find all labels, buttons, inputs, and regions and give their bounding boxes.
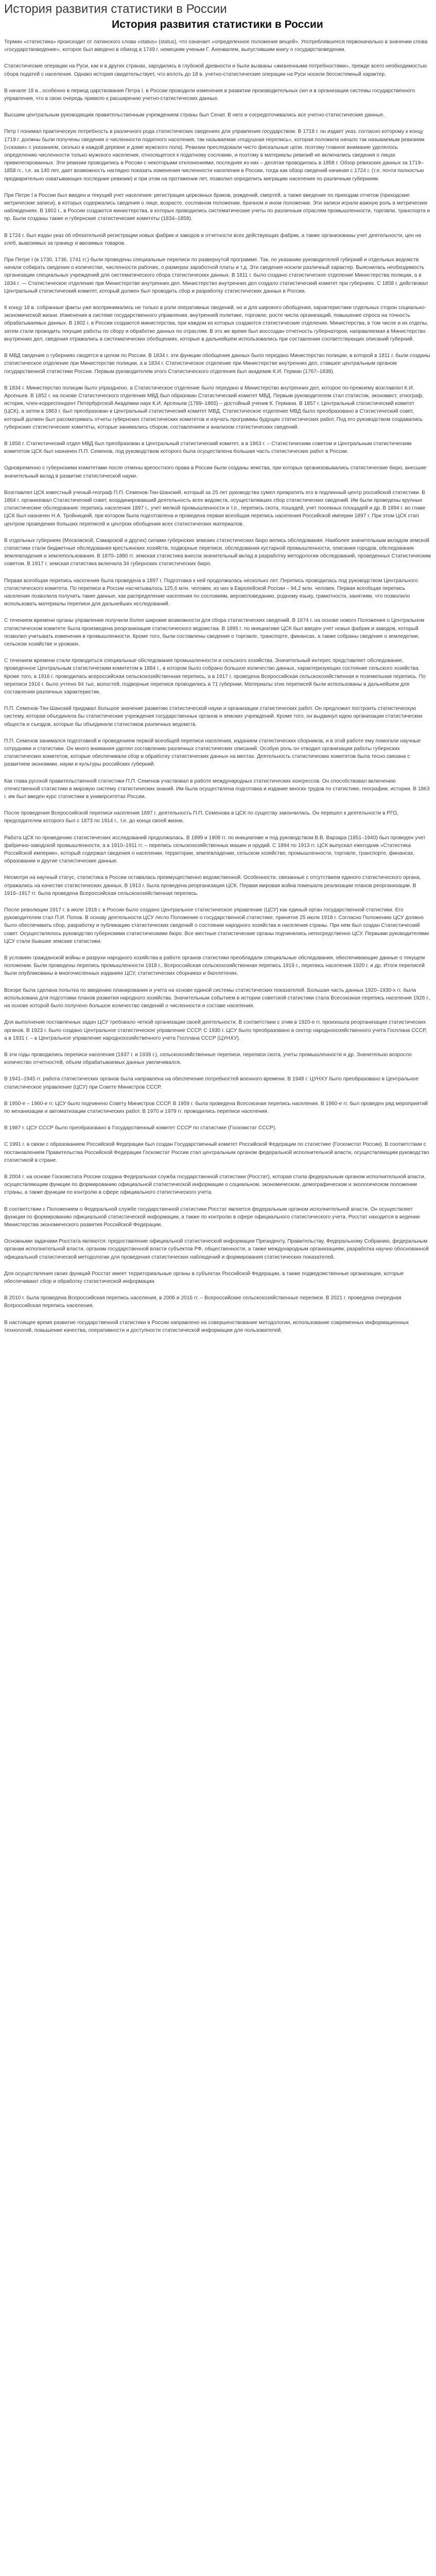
- paragraph: С течением времени стали проводиться специальные обследования промышленности и сельского хозяйства. Значительный интерес представляет обследование, проведенное Центральным статистическим комитетом в 1884 г., в котором было собрано большое количество данных, характеризующих состояние сельского хозяйства. Кроме того, в 1916 г. проводилась всероссийская сельскохозяйственная перепись, а в 1917 г. проведена Всероссийская сельскохозяйственная и поземельная перепись. По переписи 1916 г. было учтено 94 тыс. волостей, подворные переписи проводились в 71 губернии. Материалы этих переписей были использованы в дальнейшем для составления различных характеристик.: [4, 658, 426, 695]
- paragraph: В МВД сведения о губерниях сводятся в целом по России. В 1834 г. эти функции обобщения данных было передано Министерство полиции, в которой в 1811 г. были созданы статистическое отделение при Министерстве полиции, а в 1834 г. Статистическое отделение при Министерстве внутренних дел, ставшее центральным органом государственной статистики России. Первым руководителем этого Статистического отделения был академик К.И. Герман (1767–1838).: [4, 353, 430, 375]
- paragraph: В 2010 г. была проведена Всероссийская перепись населения, в 2006 и 2016 гг. – Всероссийские сельскохозяйственные переписи. В 2021 г. проведена очередная Всероссийская перепись населения.: [4, 1295, 402, 1309]
- paragraph: В условиях гражданской войны и разрухи народного хозяйства в работе органов статистики преобладали специальные обследования, обеспечивающие данные о текущем положении. Были проведены перепись промышленности 1918 г., Всероссийская сельскохозяйственная перепись 1919 г., перепись населения 1920 г. и др. Итоги переписей были опубликованы в многочисленных изданиях ЦСУ, статистических сборниках и бюллетенях.: [4, 955, 425, 977]
- paragraph: В 1950-е – 1960-е гг. ЦСУ было подчинено Совету Министров СССР. В 1959 г. была проведена Всесоюзная перепись населения. В 1960-е гг. был проведен ряд мероприятий по механизации и автоматизации статистических работ. В 1970 и 1979 гг. проводились переписи населения.: [4, 1100, 428, 1114]
- paragraph: П.П. Семенов-Тян-Шанский придавал большое значение развитию статистической науки и организации статистических работ. Он предложил построить статистическую систему, которая объединяла бы статистические учреждения государственных органов и земских учреждений. Кроме того, он выдвинул идею организации статистических обществ и съездов, которые бы объединяли статистиков различных ведомств.: [4, 706, 423, 727]
- paragraph: В 1858 г. Статистический отдел МВД был преобразован в Центральный статистический комитет, а в 1863 г. – Статистическим советом и Центральным статистическим комитетом ЦСК был назначен П.П. Семенов, под руководством которого была осуществлена большая часть статистических работ в России.: [4, 440, 412, 455]
- paragraph: В 1724 г. был издан указ об обязательной регистрации новых фабрик и заводов и отчетности всех действующих фабрик, а также организованы учет деятельности, цен на хлеб, вывозимых за границу и ввозимых товаров.: [4, 232, 422, 246]
- paragraph: После революции 1917 г. в июле 1918 г. в России было создано Центральное статистическое управление (ЦСУ) как единый орган государственной статистики. Его руководителем стал П.И. Попов. В основу деятельности ЦСУ легло Положение о государственной статистике, принятое 25 июля 1918 г. Согласно Положению ЦСУ должно было обеспечивать сбор, разработку и публикацию статистических сведений о состоянии народного хозяйства и населения страны. При нем был создан Статистический совет. Осуществлялось руководство губернскими статистическими бюро. Все местные статистические органы подчинялись непосредственно ЦСУ. Первыми руководителями ЦСУ стали бывшие земские статистики.: [4, 907, 429, 944]
- paragraph: В 1941–1945 гг. работа статистических органов была направлена на обеспечение потребностей военного времени. В 1948 г. ЦУНХУ было преобразовано в Центральное статистическое управление (ЦСУ) при Совете Министров СССР.: [4, 1076, 418, 1090]
- paragraph: Первая всеобщая перепись населения была проведена в 1897 г. Подготовка к ней продолжалась несколько лет. Перепись проводилась под руководством Центрального статистического комитета. По переписи в России насчитывалось 125,6 млн. человек, из них в Европейской России – 94,2 млн. человек. Первая всеобщая перепись населения позволила получить такие данные, как распределение населения по сословиям, вероисповеданию, родному языку, грамотности, занятиям, что позволило использовать материалы переписи для дальнейших исследований.: [4, 578, 418, 607]
- paragraph: Для осуществления своих функций Росстат имеет территориальные органы в субъектах Российской Федерации, а также подведомственные организации, которые обеспечивают сбор и обработку статистической информации.: [4, 1270, 404, 1284]
- paragraph: В настоящее время развитие государственной статистики в России направлено на совершенствование методологии, использование современных информационных технологий, повышение качества, оперативности и доступности статистической информации для пользователей.: [4, 1319, 409, 1333]
- document-heading: История развития статистики в России: [112, 19, 323, 30]
- paragraph: С 1991 г. в связи с образованием Российской Федерации был создан Государственный комитет Российской Федерации по статистике (Госкомстат России). В соответствии с постановлением Правительства Российской Федерации Госкомстат России стал центральным органом федеральной исполнительной власти, осуществляющим руководство статистикой в стране.: [4, 1142, 429, 1163]
- paragraph: После проведения Всероссийской переписи населения 1897 г. деятельность П.П. Семенова в ЦСК по существу закончилась. Он перешел к деятельности в РГО, председателем которого был с 1873 по 1914 г., т.е. до конца своей жизни.: [4, 810, 398, 824]
- paragraph: Для выполнения поставленных задач ЦСУ требовало четкой организации своей деятельности. В соответствии с этим в 1920-е гг. произошла реорганизация статистических органов. В 1923 г. было создано Центральное статистическое управление СССР. С 1930 г. ЦСУ было преобразовано в сектор народнохозяйственного учета Госплана СССР, а в 1931 г. – в Центральное управление народнохозяйственного учета Госплана СССР (ЦУНХУ).: [4, 1020, 427, 1041]
- paragraph: При Петре I в России был введен и текущий учет населения: регистрация церковных браков, рождений, смертей, а также введение по приходам отчетов (приходские метрические записи), в которых содержались сведения о лице, возрасте, сословном положении, брачном и ином положении. Эти записи играли важную роль в метрических наблюдениях. В 1802 г., в России создаются министерства, в которых проводились систематические учеты по различным отраслям промышленности, торговли, транспорта и пр. Были созданы также и губернские статистические комитеты (1834–1858).: [4, 192, 430, 222]
- paragraph: Основными задачами Росстата являются: предоставление официальной статистической информации Президенту, Правительству, Федеральному Собранию, федеральным органам исполнительной власти, органам государственной власти субъектов РФ, общественности, а также международным организациям; разработка научно обоснованной официальной статистической методологии для проведения статистических наблюдений и формирования статистических показателей.: [4, 1239, 429, 1260]
- paragraph: При Петре I (в 1730, 1736, 1741 гг.) были проведены специальные переписи по развернутой программе. Так, по указанию руководителей губерний и отдельных ведомств начали собирать сведения о количестве, численности рабочих, о размерах заработной платы и т.д. Эти сведения носили различный характер. Выяснилась необходимость организации специальных учреждений для систематического сбора статистических данных. В 1811 г. было создано статистическое отделение Министерства полиции, а в 1834 г. — Статистическое отделение при Министерстве внутренних дел. Министерство внутренних дел создало статистический комитет при губерниях. С 1858 г. действовал Центральный статистический комитет, который должен был проводить сбор и разработку статистических данных в России.: [4, 257, 428, 294]
- paragraph: Термин «статистика» происходит от латинского слова «status» (status), что означает «определенное положение вещей». Употреблявшееся первоначально в значении слова «государствоведение», которое был введено в обиход в 1749 г. немецким ученым Г. Ахенвалем, выпустившим книгу о государствоведении.: [4, 39, 428, 53]
- paragraph: Как глава русской правительственной статистики П.П. Семенов участвовал в работе международных статистических конгрессов. Он способствовал включению отечественной статистики в мировую систему статистических знаний. Им была осуществлена подготовка и издание многих трудов по статистике, географии, истории. В 1863 г. им был введен курс статистики в университетах России.: [4, 778, 430, 800]
- paragraph: С течением времени органы управления получили более широкие возможности для сбора статистических сведений. В 1874 г. на основе нового Положения о Центральном статистическом комитете была произведена реорганизация статистического ведомства. В 1895 г. по инициативе ЦСК был введен учет новых фабрик и заводов, который позволил учитывать изменения в промышленности. Кроме того, были составлены сведения о торговле, транспорте, финансах, а также собраны сведения о земледелии, сельском хозяйстве и урожаях.: [4, 618, 425, 647]
- paragraph: Петр I понимал практическую потребность в различного рода статистических сведениях для управления государством. В 1718 г. он издает указ, согласно которому к концу 1719 г. должны были получены сведения о численности податного населения, так называемая «подушная перепись», которая положила начало так называемым ревизиям («сказки» с указанием, сколько в каждой деревне и доме мужского пола). Ревизии преследовали чисто фискальные цели, поэтому главное внимание уделялось определению численности только мужского населения, относящегося к податному сословию, и поэтому в материалы ревизий не включались сведения о лицах привилегированных. Эти ревизии проводились в России с некоторыми отклонениями, последняя из них – десятая проводилась в 1858 г. Обзор ревизских данных за 1719–1858 гг., т.е. за 140 лет, дает возможность наглядно показать изменения численности населения в России, тогда как обзор сведений начиная с 1724 г. (т.е. почти полностью предварительно охватывающих последние ревизии) и при этом на протяжении лет, позволил определить миграцию населения по различным губерниям.: [4, 129, 425, 182]
- paragraph: Статистические операции на Руси, как и в других странах, зародились в глубокой древности и были вызваны «жизненными потребностями», прежде всего необходимостью сбора податей с населения. Однако история свидетельствует, что вплоть до 18 в. учетно-статистические операции на Руси носили бессистемный характер.: [4, 63, 427, 77]
- paragraph: Возглавлял ЦСК известный ученый-географ П.П. Семенов-Тян-Шанский, который за 25 лет руководства сумел превратить его в подлинный центр российской статистики. В 1864 г. организовал Статистический совет, координировавший деятельность всех ведомств, осуществлявших сбор статистических сведений. Им были проведены крупные статистические обследования: перепись населения 1897 г., учет мелкой промышленности и т.п., перепись скота, лошадей, учет посевных площадей и др. В 1894 г. во главе ЦСК был назначен Н.А. Тройницкий, при котором была подготовлена и проведена первая всеобщая перепись населения Российской империи 1897 г. При этом ЦСК стал центром проведения больших переписей и центром обобщения всех статистических материалов.: [4, 489, 426, 527]
- paragraph: В 1987 г. ЦСУ СССР было преобразовано в Государственный комитет СССР по статистике (Госкомстат СССР).: [4, 1125, 276, 1131]
- paragraph: Высшим центральным руководящим правительственным учреждением страны был Сенат. В него и сосредоточивались все учетно-статистические данные.: [4, 112, 385, 118]
- paragraph: К концу 18 в. собранные факты уже воспринимались не только в роли оперативных сведений, но и для широкого обобщения, характеристики отдельных сторон социально-экономической жизни. Изменения в системе государственного управления, внутренней политике, торговле, росте числа организаций, повышение спроса на точность обрабатываемых данных. В 1802 г. в России создаются министерства, при каждом из которых создаются статистические отделения. Министерства, в том числе и их отделы, затем стали проводить текущие работы по сбору и обработке данных по отраслям. В это же время был воссоздан отчетность губернаторов, направляемая в Министерство внутренних дел, сведения отражались в систематических обобщениях, которые в дальнейшем использовались при составлении соответствующих описаний губерний.: [4, 305, 428, 342]
- paragraph: В 2004 г. на основе Госкомстата России создана Федеральная служба государственной статистики (Росстат), которая стала федеральным органом исполнительной власти, осуществляющим функции по формированию официальной статистической информации о социальном, экономическом, демографическом и экологическом положении страны, а также функции по контролю в сфере официального статистического учета.: [4, 1174, 426, 1196]
- paragraph: В начале 18 в., особенно в период царствования Петра I, в России проводили изменения в развитии производительных сил и в организации системы государственного управления, что в свою очередь привело к расширению учетно-статистических данных.: [4, 88, 415, 102]
- paragraph: П.П. Семенов занимался подготовкой и проведением первой всеобщей переписи населения, изданием статистических сборников, и в этой работе ему помогали научные сотрудники и статистики. Он много внимания уделял составлению различных статистических описаний. Особую роль он отводил организации работы губернских статистических комитетов, которые обеспечивали сбор и обработку статистических данных на местах. Деятельность статистических комитетов была тесно связана с развитием экономики, науки и культуры российских губерний.: [4, 738, 421, 768]
- paragraph: Вскоре была сделана попытка по введению планирования и учета на основе единой системы статистических показателей. Большая часть данных 1920–1930-х гг. была использована для подготовки планов развития народного хозяйства. Значительным событием в истории советской статистики стала Всесоюзная перепись населения 1926 г., на основе которой было получено большое количество сведений о численности и составе населения.: [4, 987, 431, 1009]
- paragraph: В 1834 г. Министерство полиции было упразднено, а Статистическое отделение было передано в Министерство внутренних дел, которое по-прежнему возглавлял К.И. Арсеньев. В 1852 г. на основе Статистического отделения МВД был образован Статистический комитет МВД. Первым руководителем стал статистик, экономист, этнограф, историк, член-корреспондент Петербургской Академии наук К.И. Арсеньев (1789–1865) – достойный ученик К. Германа. В 1857 г. Центральный статистический комитет (ЦСК), а затем в 1863 г. был преобразован в Центральный статистический комитет МВД. Статистическое отделение МВД было преобразовано в Статистический совет, который должен был рассматривать отчеты губернских статистических комитетов и изучать программы будущих статистических работ. Под его руководством создавались губернские статистические комитеты, которые занимались сбором, составлением и анализом статистических сведений.: [4, 385, 424, 430]
- window-title: История развития статистики в России: [4, 2, 227, 16]
- paragraph: В отдельных губерниях (Московской, Самарской и других) силами губернских земских статистических бюро велись обследования. Наиболее значительным вкладом земской статистики стали бюджетные обследования крестьянских хозяйств, подворные переписи, обследования кустарной промышленности, описания городов, обследования землевладения и землепользования. В 1870–1880 гг. земская статистика внесла значительный вклад в разработку методологии обследований, проведенных Статистическим советом. В 1917 г. земская статистика включала 34 губернских статистических бюро.: [4, 537, 431, 567]
- paragraph: Одновременно с губернскими комитетами после отмены крепостного права в России были созданы земства, при которых организовывались статистические бюро, внесшие значительный вклад в развитие статистической науки.: [4, 465, 427, 479]
- paragraph: Несмотря на научный статус, статистика в России оставалась преимущественно ведомственной. Особенности, связанные с отсутствием единого статистического органа, отражались на качестве статистических данных. В 1913 г. была проведена реорганизация ЦСК. Первая мировая война помешала реализации планов реорганизации. В 1916–1917 гг. была проведена Всероссийская сельскохозяйственная перепись.: [4, 875, 421, 896]
- article-body: [4, 38, 431, 1334]
- paragraph: Работа ЦСК по проведению статистических исследований продолжалась. В 1899 и 1908 гг. по инициативе и под руководством В.В. Варзара (1851–1940) был проведен учет фабрично-заводской промышленности, а в 1910–1911 гг. – перепись сельскохозяйственных машин и орудий. С 1894 по 1913 гг. ЦСК выпускал ежегодник «Статистика Российской империи», который содержал сведения о населении, территории, землевладении, сельском хозяйстве, промышленности, торговле, транспорте, финансах, образовании и другие статистические данные.: [4, 835, 426, 865]
- paragraph: В соответствии с Положением о Федеральной службе государственной статистики Росстат является федеральным органом исполнительной власти. Он осуществляет функции по формированию официальной статистической информации, а также по контролю в сфере официального статистического учета. Росстат находится в ведении Министерства экономического развития Российской Федерации.: [4, 1206, 420, 1228]
- paragraph: В эти годы проводились переписи населения (1937 г. и 1939 г.), сельскохозяйственные переписи, переписи скота, учеты промышленности и др. Значительно возросло количество отчетностей, объем обрабатываемых данных увеличивался.: [4, 1052, 412, 1066]
